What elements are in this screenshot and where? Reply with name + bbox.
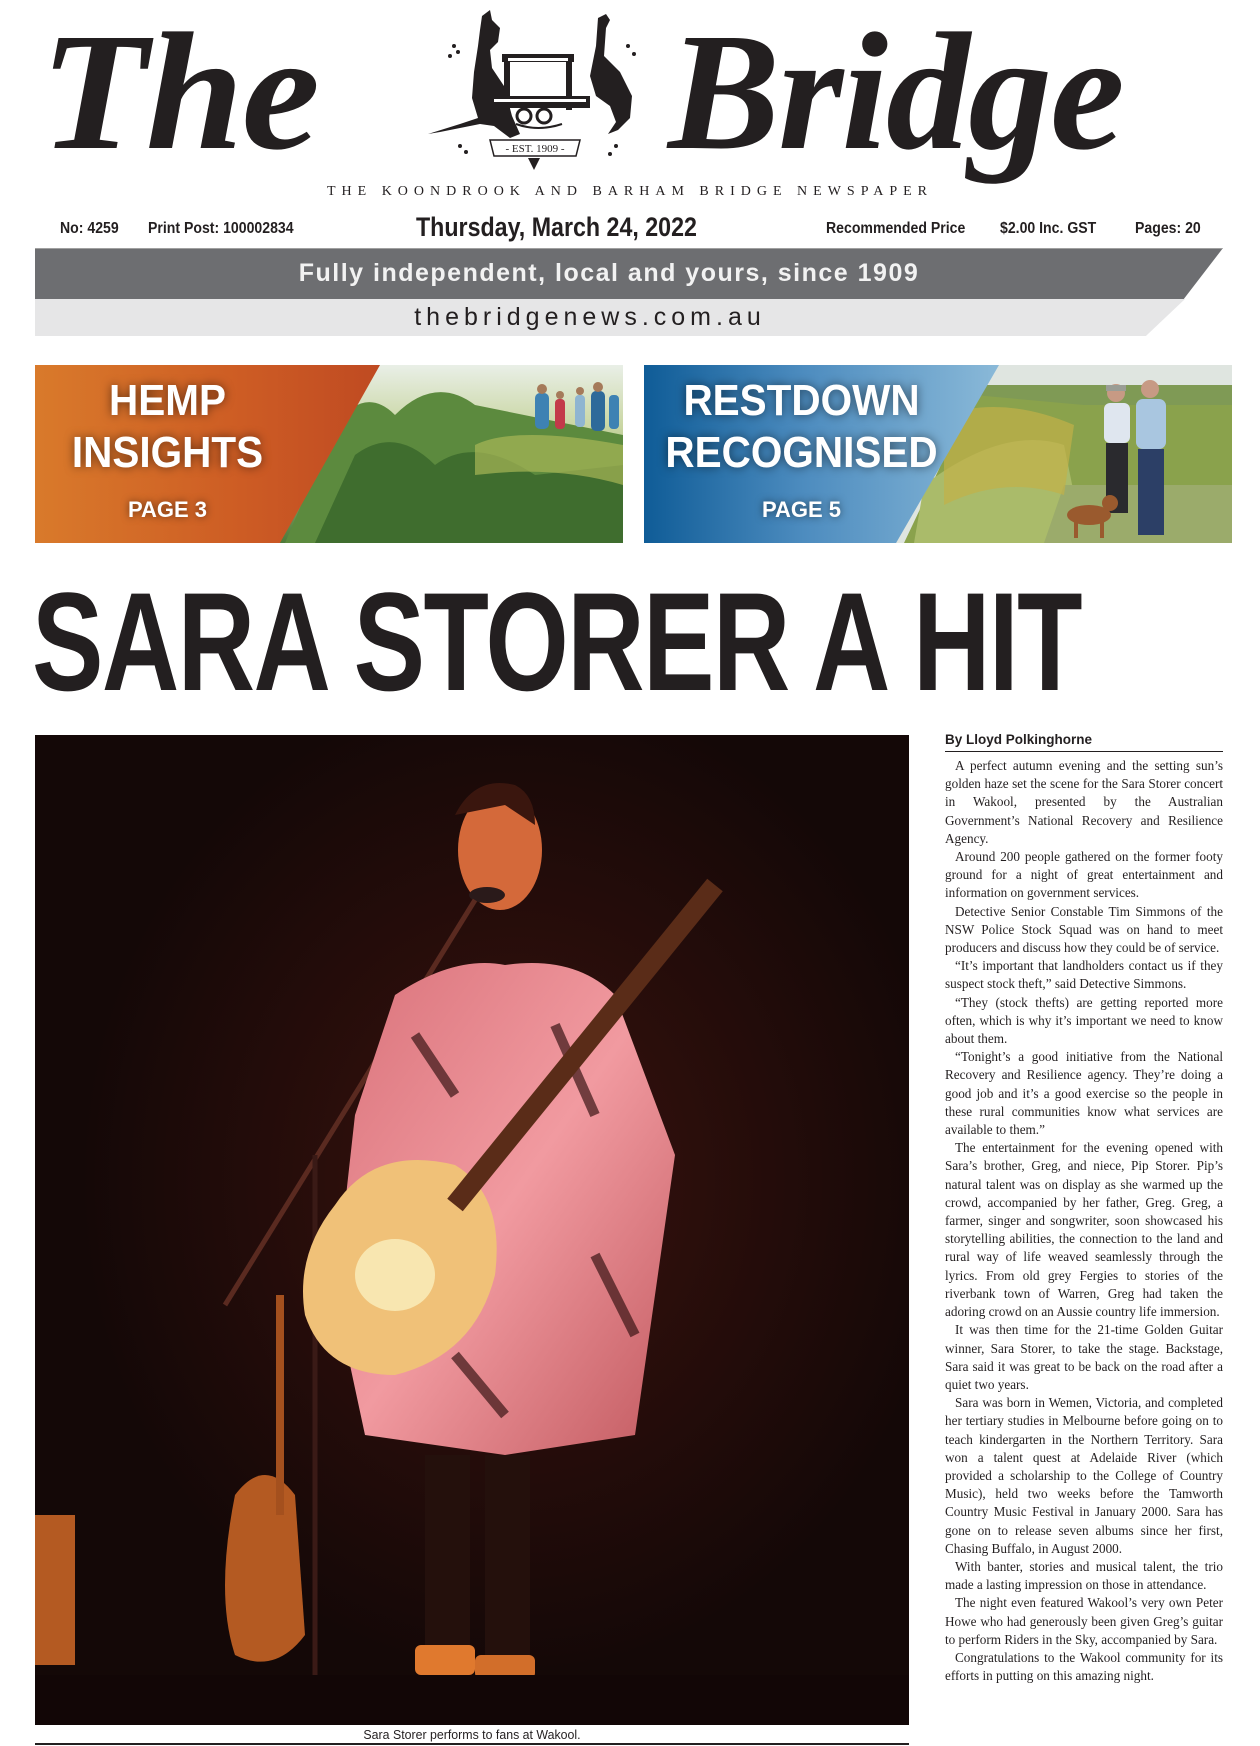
issue-number: No: 4259 — [60, 220, 119, 237]
article-paragraph: “They (stock thefts) are getting reported more often, which is why it’s important we need to know about them. — [945, 994, 1223, 1047]
caption-divider — [35, 1743, 909, 1745]
article-paragraph: “It’s important that landholders contact us if they suspect stock theft,” said Detective Simmons. — [945, 958, 1223, 992]
article-paragraph: With banter, stories and musical talent, the trio made a lasting impression on those in attendance. — [945, 1558, 1223, 1593]
article-paragraph: Detective Senior Constable Tim Simmons of the NSW Police Stock Squad was on hand to meet producers and discuss how they could be of service. — [945, 903, 1223, 956]
issue-date: Thursday, March 24, 2022 — [416, 212, 697, 242]
slogan-text: Fully independent, local and yours, since 1909 — [298, 259, 920, 287]
coat-of-arms-icon — [420, 6, 650, 176]
price-value: $2.00 Inc. GST — [1000, 220, 1097, 237]
page-count: Pages: 20 — [1135, 220, 1201, 237]
promo-title-line2: INSIGHTS — [71, 428, 264, 477]
article-paragraph: Congratulations to the Wakool community for its efforts in putting on this amazing night. — [945, 1649, 1223, 1684]
masthead-title-the: The — [40, 0, 318, 185]
promo-title-line1: HEMP — [109, 376, 226, 425]
sara-storer-performing-photo — [35, 735, 909, 1725]
article-paragraph: It was then time for the 21-time Golden Guitar winner, Sara Storer, to take the stage. Backstage, Sara said it was great to be back on the road after a quiet two years. — [945, 1322, 1223, 1392]
main-headline: SARA STORER A HIT — [32, 563, 1082, 720]
article-paragraph: The entertainment for the evening opened with Sara’s brother, Greg, and niece, Pip Storer. Pip’s natural talent was on display as she warmed up the crowd, accompanied by her father, Greg. Greg, a farmer, singer and songwriter, soon showcased his storytelling abilities, the connection to the land and rural way of life weaved seamlessly through the lyrics. From old grey Fergies to stories of the riverbank town of Warren, Greg had taken the adoring crowd on an Aussie country life immersion. — [945, 1140, 1223, 1320]
masthead-subtitle: THE KOONDROOK AND BARHAM BRIDGE NEWSPAPER — [326, 184, 933, 199]
article-body — [945, 757, 1223, 1685]
website-link[interactable]: thebridgenews.com.au — [414, 303, 766, 331]
promo-restdown-recognised[interactable] — [644, 365, 1232, 543]
promo-page-ref: PAGE 5 — [761, 497, 842, 522]
print-post-number: Print Post: 100002834 — [148, 220, 294, 237]
promo-page-ref: PAGE 3 — [127, 497, 208, 522]
article-paragraph: “Tonight’s a good initiative from the National Recovery and Resilience agency. They’re doing a good job and it’s a good exercise so the people in these rural communities know what services are available to them.” — [945, 1049, 1223, 1138]
article-paragraph: Around 200 people gathered on the former footy ground for a night of great entertainment and information on government services. — [945, 849, 1223, 901]
masthead — [0, 0, 1260, 200]
price-label: Recommended Price — [826, 220, 966, 237]
masthead-title-bridge: Bridge — [668, 0, 1123, 185]
article-paragraph: Sara was born in Wemen, Victoria, and completed her tertiary studies in Melbourne before going on to teach kindergarten in the Northern Territory. Sara won a talent quest at Adelaide River (which provided a scholarship to the College of Country Music), held two weeks before the Tamworth Country Music Festival in January 2000. Sara has gone on to release seven albums since her first, Chasing Buffalo, in August 2000. — [945, 1395, 1223, 1556]
promo-title-line2: RECOGNISED — [665, 428, 938, 477]
issue-info-row — [0, 212, 1260, 244]
photo-caption: Sara Storer performs to fans at Wakool. — [363, 1727, 581, 1742]
article-byline: By Lloyd Polkinghorne — [945, 732, 1223, 752]
main-photo — [35, 735, 909, 1725]
article-paragraph: A perfect autumn evening and the setting sun’s golden haze set the scene for the Sara Storer concert in Wakool, presented by the Australian Government’s National Recovery and Resilience Agency. — [945, 758, 1223, 846]
article-paragraph: The night even featured Wakool’s very own Peter Howe who had generously been given Greg’s guitar to perform Riders in the Sky, accompanied by Sara. — [945, 1595, 1223, 1647]
promo-title-line1: RESTDOWN — [683, 376, 920, 425]
promo-hemp-insights[interactable] — [35, 365, 623, 543]
svg-text:- EST. 1909 -: - EST. 1909 - — [505, 143, 565, 155]
